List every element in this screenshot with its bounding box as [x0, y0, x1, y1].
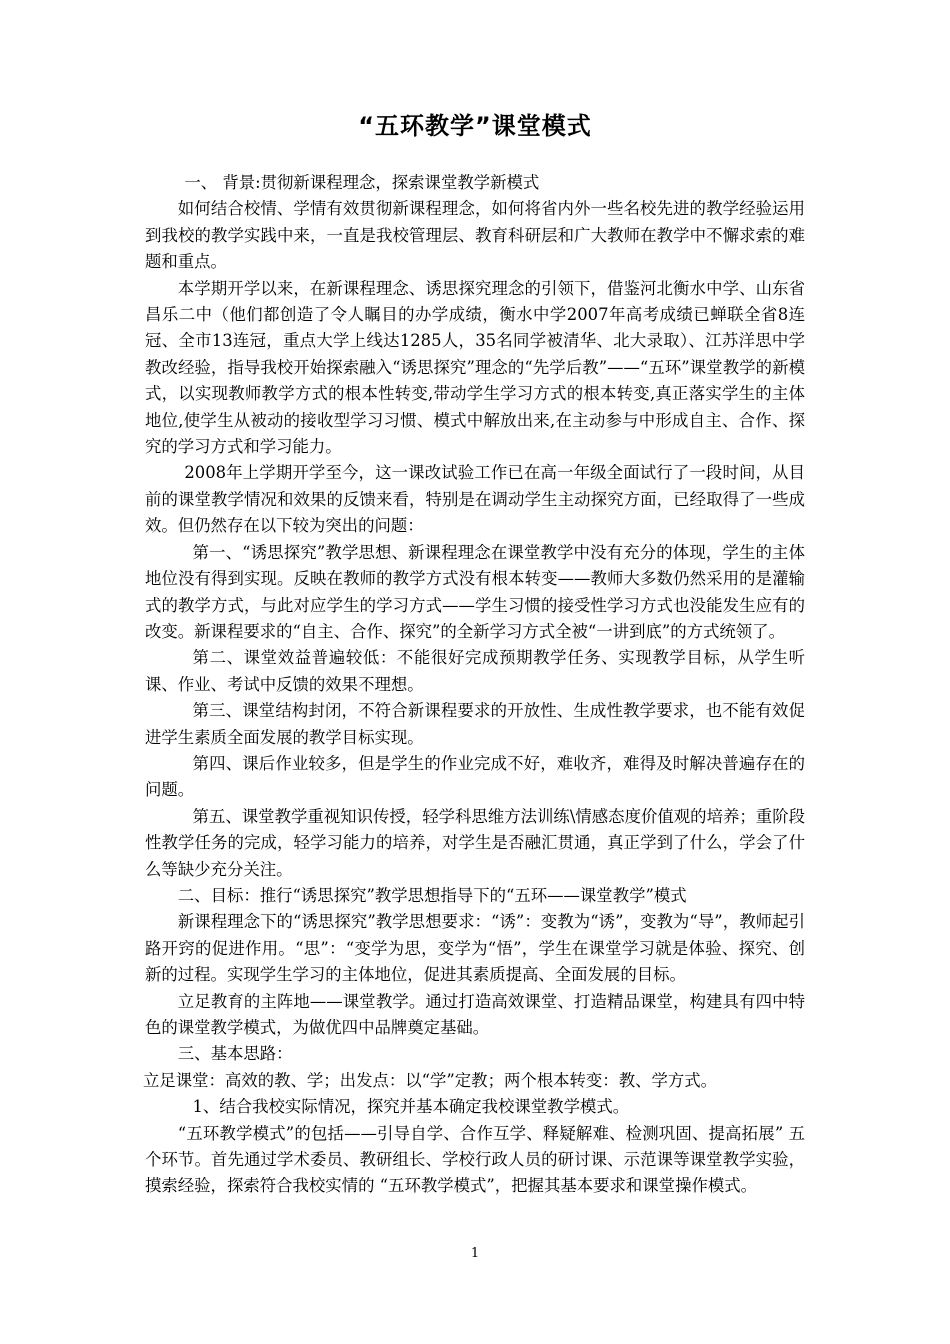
paragraph: 立足课堂：高效的教、学；出发点：以“学”定教；两个根本转变：教、学方式。 [143, 1070, 718, 1090]
paragraph: 本学期开学以来，在新课程理念、诱思探究理念的引领下，借鉴河北衡水中学、山东省昌乐二中（他们都创造了令人瞩目的办学成绩，衡水中学2007年高考成绩已蝉联全省8连冠、全市13连冠，重点大学上线达1285人，35名同学被清华、北大录取）、江苏洋思中学教改经验，指导我校开始探索融入“诱思探究”理念的“先学后教”——“五环”课堂教学的新模式，以实现教师教学方式的根本性转变,带动学生学习方式的根本转变,真正落实学生的主体地位,使学生从被动的接收型学习习惯、模式中解放出来,在主动参与中形成自主、合作、探究的学习方式和学习能力。 [145, 278, 805, 457]
problem-item: 第一、“诱思探究”教学思想、新课程理念在课堂教学中没有充分的体现，学生的主体地位没有得到实现。反映在教师的教学方式没有根本转变——教师大多数仍然采用的是灌输式的教学方式，与此对应学生的学习方式——学生习惯的接受性学习方式也没能发生应有的改变。新课程要求的“自主、合作、探究”的全新学习方式全被“一讲到底”的方式统领了。 [145, 542, 805, 641]
section-heading-goal: 二、目标：推行“诱思探究”教学思想指导下的“五环——课堂教学”模式 [177, 885, 687, 905]
paragraph: 立足教育的主阵地——课堂教学。通过打造高效课堂、打造精品课堂，构建具有四中特色的课堂教学模式，为做优四中品牌奠定基础。 [145, 991, 805, 1037]
document-body [145, 170, 805, 1200]
problem-item: 第二、课堂效益普遍较低：不能很好完成预期教学任务、实现教学目标，从学生听课、作业、考试中反馈的效果不理想。 [145, 648, 805, 694]
paragraph: 2008年上学期开学至今，这一课改试验工作已在高一年级全面试行了一段时间，从目前的课堂教学情况和效果的反馈来看，特别是在调动学生主动探究方面，已经取得了一些成效。但仍然存在以下较为突出的问题： [145, 463, 805, 536]
section-heading-background: 一、 背景:贯彻新课程理念，探索课堂教学新模式 [184, 173, 540, 192]
list-item: 1、结合我校实际情况，探究并基本确定我校课堂教学模式。 [192, 1097, 630, 1117]
section-heading-approach: 三、基本思路： [177, 1044, 293, 1064]
page-number: 1 [470, 1246, 480, 1261]
problem-item: 第三、课堂结构封闭，不符合新课程要求的开放性、生成性教学要求，也不能有效促进学生素质全面发展的教学目标实现。 [145, 701, 805, 747]
paragraph: 如何结合校情、学情有效贯彻新课程理念，如何将省内外一些名校先进的教学经验运用到我校的教学实践中来，一直是我校管理层、教育科研层和广大教师在教学中不懈求索的难题和重点。 [145, 199, 805, 272]
problem-item: 第五、课堂教学重视知识传授，轻学科思维方法训练\情感态度价值观的培养；重阶段性教学任务的完成，轻学习能力的培养，对学生是否融汇贯通，真正学到了什么，学会了什么等缺少充分关注。 [145, 806, 805, 879]
paragraph: 新课程理念下的“诱思探究”教学思想要求：“诱”：变教为“诱”，变教为“导”，教师起引路开窍的促进作用。“思”：“变学为思，变学为“悟”，学生在课堂学习就是体验、探究、创新的过程。实现学生学习的主体地位，促进其素质提高、全面发展的目标。 [145, 912, 805, 985]
problem-item: 第四、课后作业较多，但是学生的作业完成不好，难收齐，难得及时解决普遍存在的问题。 [145, 753, 805, 800]
document-title: “五环教学”课堂模式 [358, 112, 592, 140]
paragraph: “五环教学模式”的包括——引导自学、合作互学、释疑解难、检测巩固、提高拓展” 五个环节。首先通过学术委员、教研组长、学校行政人员的研讨课、示范课等课堂教学实验，摸索经验，探索符合我校实情的 “五环教学模式”，把握其基本要求和课堂操作模式。 [145, 1123, 805, 1196]
